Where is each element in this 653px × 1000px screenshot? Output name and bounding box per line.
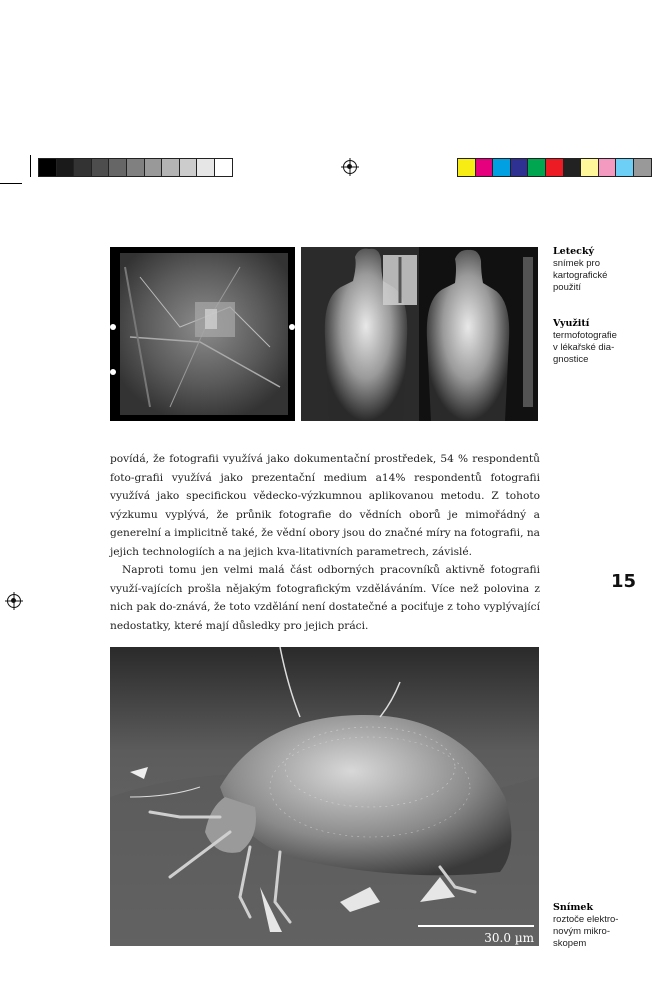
- color-swatch: [91, 158, 110, 177]
- crop-mark: [30, 155, 31, 177]
- caption-sem: [553, 902, 651, 950]
- crop-mark: [0, 183, 22, 184]
- color-swatch: [38, 158, 57, 177]
- color-swatch: [73, 158, 92, 177]
- color-swatch: [615, 158, 634, 177]
- color-swatch: [598, 158, 617, 177]
- color-swatch: [580, 158, 599, 177]
- color-swatch: [510, 158, 529, 177]
- cmyk-color-bar: [457, 158, 651, 177]
- color-swatch: [457, 158, 476, 177]
- caption-line: kartografické: [553, 270, 608, 281]
- sem-mite-photo: [110, 647, 539, 946]
- page-number: 15: [611, 571, 637, 592]
- caption-line: v lékařské dia-: [553, 342, 615, 353]
- caption-line: roztoče elektro-: [553, 914, 619, 925]
- color-swatch: [527, 158, 546, 177]
- color-swatch: [545, 158, 564, 177]
- color-swatch: [633, 158, 652, 177]
- paragraph: povídá, že fotografii využívá jako dokumentační prostředek, 54 % respondentů foto-grafii využívá jako prezentační medium a14% respondentů fotografii využívá jako specifickou vědecko-výzkumnou aplikovanou metodu. Z tohoto výzkumu vyplývá, že průnik fotografie do vědních oborů je mimořádný a generelní a implicitně také, že vědní obory jsou do značné míry na fotografii, na jejich technologiích a na jejich kva-litativních parametrech, závislé.: [110, 453, 540, 558]
- grayscale-color-bar: [38, 158, 232, 177]
- paragraph: Naproti tomu jen velmi malá část odborných pracovníků aktivně fotografii využí-vajících prošla nějakým fotografickým vzděláváním. Více než polovina z nich pak do-znává, že toto vzdělání není dostatečné a pociťuje z toho vyplývající nedostatky, které mají důsledky pro jejich práci.: [110, 564, 540, 632]
- caption-line: novým mikro-: [553, 926, 611, 937]
- body-text: [110, 450, 540, 635]
- caption-title: Využití: [553, 318, 590, 329]
- color-swatch: [475, 158, 494, 177]
- color-swatch: [196, 158, 215, 177]
- color-swatch: [108, 158, 127, 177]
- aerial-photo: [110, 247, 295, 421]
- color-swatch: [144, 158, 163, 177]
- caption-aerial: [553, 246, 651, 294]
- caption-title: Snímek: [553, 902, 594, 913]
- caption-line: gnostice: [553, 354, 589, 365]
- caption-line: snímek pro: [553, 258, 600, 269]
- color-swatch: [56, 158, 75, 177]
- registration-mark-icon: [343, 160, 357, 174]
- thermography-photo: [301, 247, 538, 421]
- caption-line: použití: [553, 282, 581, 293]
- color-swatch: [179, 158, 198, 177]
- color-swatch: [126, 158, 145, 177]
- scale-bar-label: 30.0 µm: [484, 931, 534, 945]
- color-swatch: [563, 158, 582, 177]
- color-swatch: [214, 158, 233, 177]
- registration-mark-icon: [7, 594, 21, 608]
- color-swatch: [161, 158, 180, 177]
- color-swatch: [492, 158, 511, 177]
- caption-title: Letecký: [553, 246, 595, 257]
- caption-line: termofotografie: [553, 330, 617, 341]
- caption-line: skopem: [553, 938, 587, 949]
- caption-thermo: [553, 318, 651, 366]
